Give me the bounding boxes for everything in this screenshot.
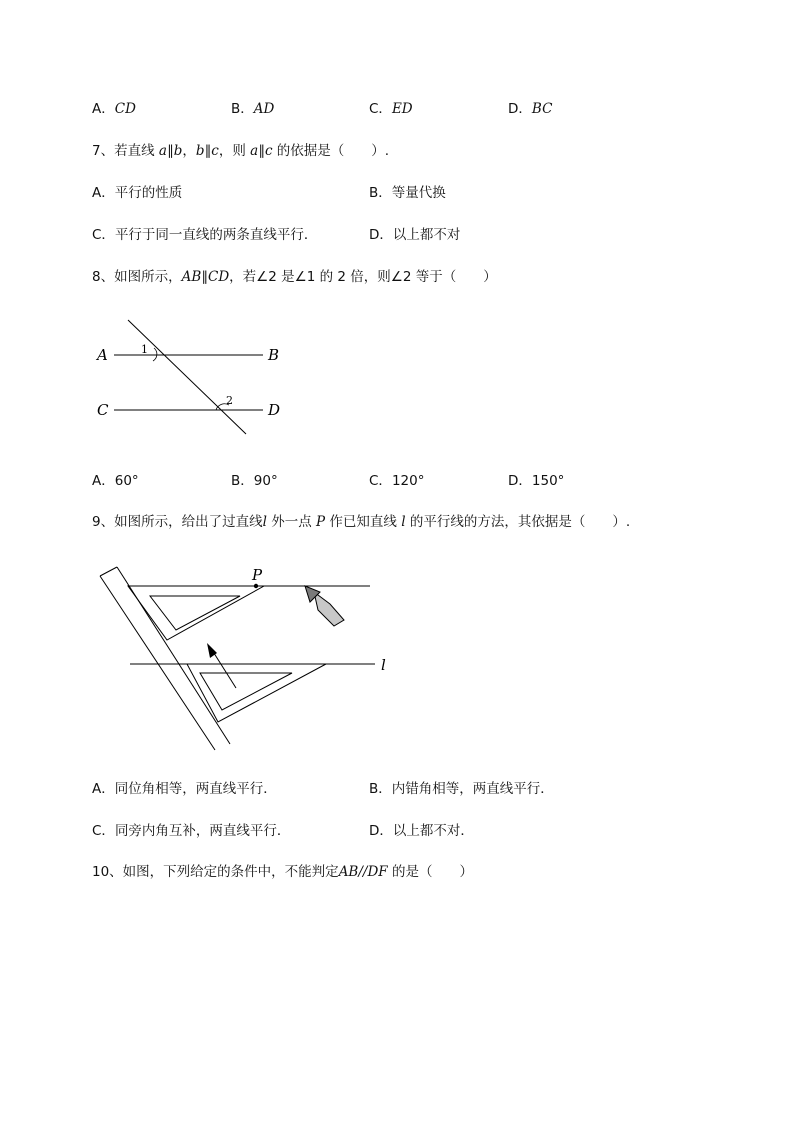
q8-prefix: 8、如图所示， [92,269,182,285]
option-value: ED [391,101,413,117]
parallel-symbol: // [358,864,368,880]
option-letter: D． [508,101,532,117]
option-text: 60° [114,473,139,489]
var-l: l [262,514,267,530]
q9-option-a [92,780,277,798]
option-letter: B． [231,101,254,117]
option-text: 等量代换 [391,185,446,201]
var-a: a [158,143,167,159]
ruler-end [100,567,117,576]
comma: ， [182,143,196,159]
q9-mid1: 外一点 [266,514,317,530]
option-text: 以上都不对 [392,227,461,243]
label-angle-2: 2 [226,394,233,407]
ruler-edge-left [100,576,215,750]
option-letter: D． [369,227,393,243]
label-A: A [97,346,108,364]
segment-ab: AB [181,269,202,285]
q7-suffix: 的依据是（ ）. [272,143,390,159]
q9-option-c [92,822,290,840]
option-text: 150° [531,473,565,489]
option-letter: D． [508,473,532,489]
label-B: B [268,346,280,364]
option-letter: C． [369,473,392,489]
q7-prefix: 7、若直线 [92,143,159,159]
option-text: 平行于同一直线的两条直线平行． [114,227,318,243]
label-P: P [252,566,263,584]
option-text: 以上都不对． [392,823,474,839]
option-text: 内错角相等，两直线平行． [391,781,554,797]
var-l: l [401,514,406,530]
option-value: AD [253,101,275,117]
q10-stem [92,863,473,881]
q9-option-b [369,780,554,798]
segment-df: DF [367,864,388,880]
option-letter: A． [92,185,115,201]
q9-prefix: 9、如图所示，给出了过直线 [92,514,263,530]
option-value: BC [531,101,553,117]
slide-arrow-shaft [212,650,236,688]
option-letter: B． [369,185,392,201]
option-text: 平行的性质 [114,185,183,201]
set-square-upper [128,586,264,640]
var-p: P [316,514,326,530]
parallel-symbol: ∥ [166,143,174,159]
segment-ab: AB [338,864,359,880]
option-letter: C． [92,823,115,839]
label-l: l [381,656,386,674]
option-letter: C． [92,227,115,243]
option-letter: A． [92,101,115,117]
option-letter: B． [231,473,254,489]
q7-mid: ，则 [218,143,251,159]
option-text: 同位角相等，两直线平行． [114,781,277,797]
var-c: c [211,143,219,159]
label-C: C [97,401,109,419]
option-letter: A． [92,781,115,797]
set-square-lower-inner [200,673,292,710]
q10-suffix: 的是（ ） [387,864,473,880]
option-text: 120° [391,473,425,489]
option-letter: D． [369,823,393,839]
pencil-icon [305,586,344,626]
q8-suffix: ，若∠2 是∠1 的 2 倍，则∠2 等于（ ） [229,269,497,285]
label-D: D [268,401,281,419]
option-letter: B． [369,781,392,797]
point-p [254,584,258,588]
q9-mid2: 作已知直线 [325,514,402,530]
var-b: b [173,143,183,159]
parallel-symbol: ∥ [204,143,212,159]
option-letter: A． [92,473,115,489]
var-c: c [264,143,273,159]
option-text: 同旁内角互补，两直线平行． [114,823,291,839]
option-text: 90° [253,473,278,489]
var-a: a [250,143,259,159]
option-value: CD [114,101,136,117]
parallel-symbol: ∥ [258,143,265,159]
parallel-symbol: ∥ [201,269,209,285]
var-b: b [195,143,205,159]
option-letter: C． [369,101,392,117]
segment-cd: CD [208,269,230,285]
q9-option-d [369,822,474,840]
label-angle-1: 1 [141,343,148,356]
q10-prefix: 10、如图，下列给定的条件中，不能判定 [92,864,339,880]
q9-suffix: 的平行线的方法，其依据是（ ）. [405,514,631,530]
